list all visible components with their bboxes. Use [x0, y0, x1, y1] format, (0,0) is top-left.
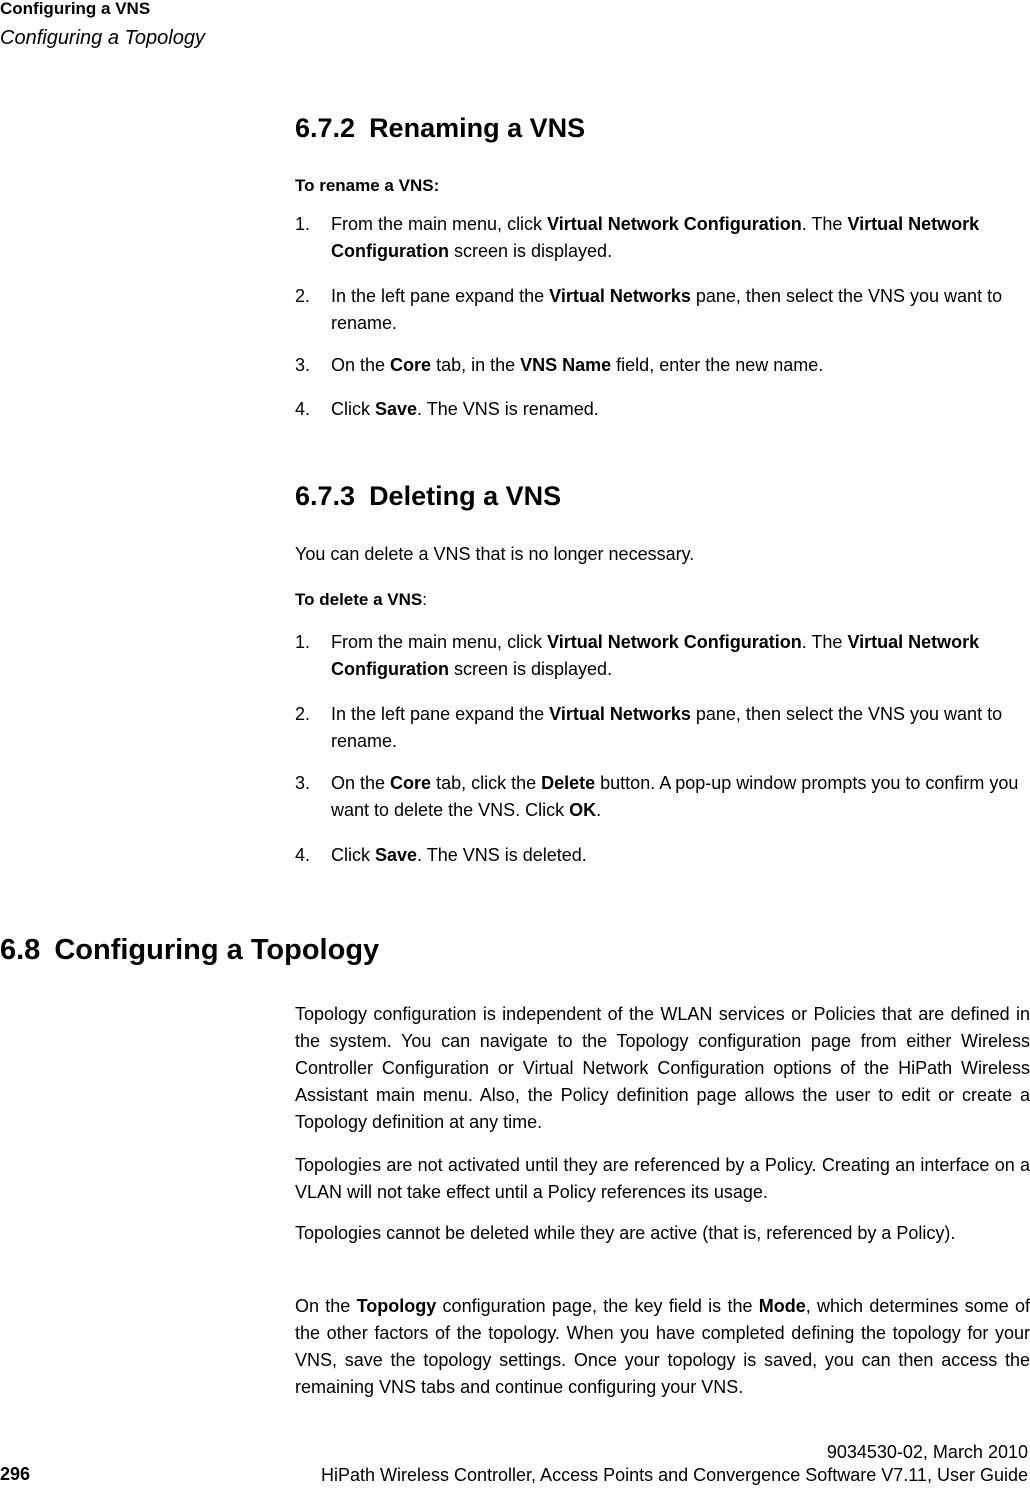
step-number: 3. — [295, 355, 311, 375]
page-number: 296 — [0, 1464, 31, 1484]
step-item: 4. Click Save. The VNS is deleted. — [295, 842, 1030, 869]
body-paragraph: On the Topology configuration page, the key field is the Mode, which determines some of the other factors of the topology. When you have completed defining the topology for your VNS, save the topology settings. Once your topology is saved, you can then access the remaining VNS tabs and continue configuring your VNS. — [295, 1296, 1030, 1397]
step-item: 2. In the left pane expand the Virtual Networks pane, then select the VNS you want to rename. — [295, 701, 1030, 755]
running-header-chapter: Configuring a VNS — [0, 0, 151, 18]
section-title: Renaming a VNS — [369, 113, 586, 143]
heading-6-8 — [0, 934, 379, 967]
step-item: 1. From the main menu, click Virtual Network Configuration. The Virtual Network Configuration screen is displayed. — [295, 629, 1030, 683]
heading-6-7-3 — [295, 481, 561, 512]
step-item: 3. On the Core tab, click the Delete button. A pop-up window prompts you to confirm you want to delete the VNS. Click OK. — [295, 770, 1030, 824]
body-paragraph: Topologies cannot be deleted while they are active (that is, referenced by a Policy). — [295, 1223, 956, 1243]
running-header-section: Configuring a Topology — [0, 27, 205, 49]
step-item: 3. On the Core tab, in the VNS Name field, enter the new name. — [295, 352, 1030, 379]
body-paragraph: Topology configuration is independent of the WLAN services or Policies that are defined in the system. You can navigate to the Topology configuration page from either Wireless Controller Configuration or Virtual Network Configuration options of the HiPath Wireless Assistant main menu. Also, the Policy definition page allows the user to edit or create a Topology definition at any time. — [295, 1004, 1030, 1132]
step-number: 1. — [295, 632, 311, 652]
step-number: 2. — [295, 286, 311, 306]
step-number: 2. — [295, 704, 311, 724]
body-paragraph: Topologies are not activated until they are referenced by a Policy. Creating an interface on a VLAN will not take effect until a Policy references its usage. — [295, 1155, 1030, 1202]
step-number: 1. — [295, 214, 311, 234]
step-item: 4. Click Save. The VNS is renamed. — [295, 396, 1030, 423]
step-number: 4. — [295, 845, 311, 865]
footer-doc-id: 9034530-02, March 2010 — [826, 1442, 1028, 1462]
step-number: 3. — [295, 773, 311, 793]
footer-info — [321, 1441, 1028, 1487]
intro-paragraph: You can delete a VNS that is no longer necessary. — [295, 544, 695, 564]
section-number: 6.7.3 — [295, 481, 356, 511]
section-number: 6.8 — [0, 934, 41, 966]
procedure-lead: To delete a VNS: — [295, 590, 427, 609]
section-number: 6.7.2 — [295, 113, 356, 143]
section-title: Configuring a Topology — [54, 934, 380, 966]
footer-doc-title: HiPath Wireless Controller, Access Points and Convergence Software V7.11, User Guide — [320, 1465, 1028, 1485]
section-title: Deleting a VNS — [369, 481, 562, 511]
step-item: 2. In the left pane expand the Virtual Networks pane, then select the VNS you want to rename. — [295, 283, 1030, 337]
step-item: 1. From the main menu, click Virtual Network Configuration. The Virtual Network Configuration screen is displayed. — [295, 211, 1030, 265]
procedure-lead: To rename a VNS: — [295, 176, 440, 195]
step-number: 4. — [295, 399, 311, 419]
heading-6-7-2 — [295, 113, 585, 144]
